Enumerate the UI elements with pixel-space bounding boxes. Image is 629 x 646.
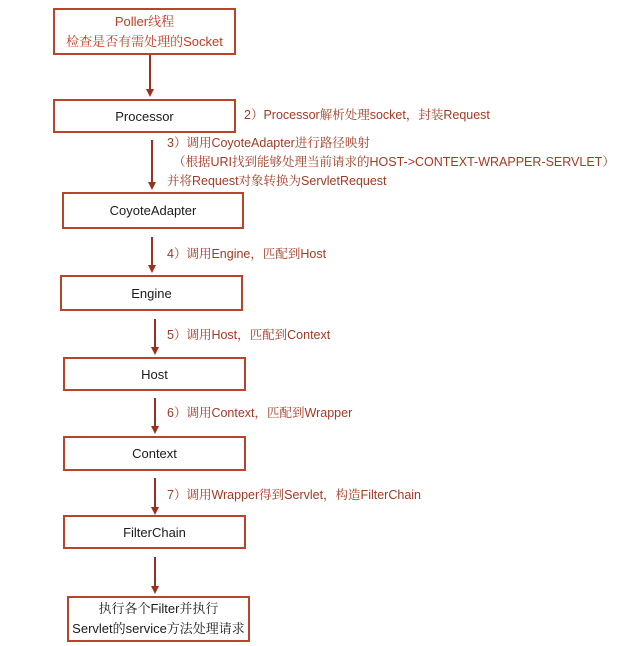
filterchain-label: FilterChain — [123, 524, 186, 540]
step-3-note — [167, 134, 615, 191]
engine-label: Engine — [131, 285, 172, 301]
final-line-2: Servlet的service方法处理请求 — [72, 621, 245, 636]
step-7-note: 7）调用Wrapper得到Servlet，构造FilterChain — [167, 488, 421, 502]
context-label: Context — [132, 446, 177, 461]
step-5-note: 5）调用Host，匹配到Context — [167, 328, 331, 342]
coyote-adapter-box — [62, 192, 244, 229]
final-execute-box — [67, 596, 250, 642]
context-box — [63, 436, 246, 471]
step-2-note: 2）Processor解析处理socket，封装Request — [244, 108, 490, 122]
step-3-line-3: 并将Request对象转换为ServletRequest — [167, 174, 387, 188]
poller-subtitle: 检查是否有需处理的Socket — [66, 33, 223, 49]
step-3-line-2: （根据URI找到能够处理当前请求的HOST->CONTEXT-WRAPPER-SERVLET） — [173, 155, 615, 169]
host-label: Host — [141, 366, 168, 382]
poller-thread-box — [53, 8, 236, 55]
filterchain-box — [63, 515, 246, 549]
final-line-1: 执行各个Filter并执行 — [98, 601, 219, 616]
step-4-note: 4）调用Engine，匹配到Host — [167, 247, 327, 261]
host-box — [63, 357, 246, 391]
engine-box — [60, 275, 243, 311]
processor-box — [53, 99, 236, 133]
step-6-note: 6）调用Context，匹配到Wrapper — [167, 406, 353, 420]
poller-title: Poller线程 — [114, 13, 175, 29]
processor-label: Processor — [115, 108, 174, 124]
coyote-adapter-label: CoyoteAdapter — [109, 203, 197, 218]
step-3-line-1: 3）调用CoyoteAdapter进行路径映射 — [167, 136, 370, 150]
